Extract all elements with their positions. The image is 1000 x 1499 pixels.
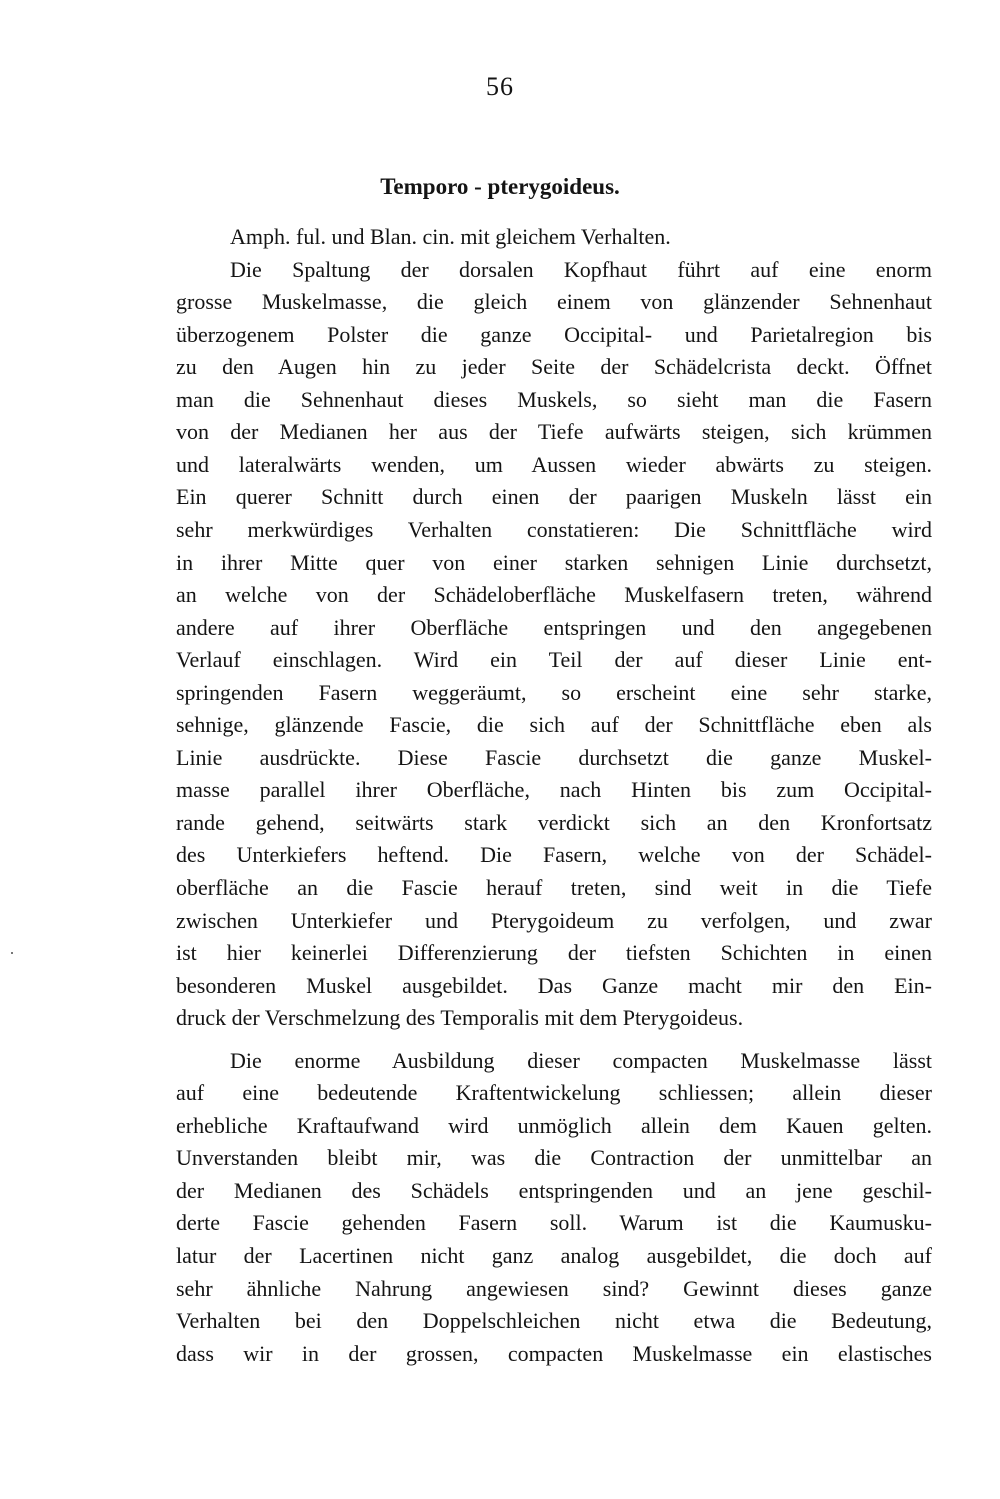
text-line: und lateralwärts wenden, um Aussen wieder abwärts zu steigen.: [176, 452, 932, 477]
text-line: Amph. ful. und Blan. cin. mit gleichem Verhalten.: [230, 224, 671, 249]
text-line: oberfläche an die Fascie herauf treten, sind weit in die Tiefe: [176, 875, 932, 900]
text-line: Verlauf einschlagen. Wird ein Teil der auf dieser Linie ent-: [176, 647, 932, 672]
text-line: dass wir in der grossen, compacten Muskelmasse ein elastisches: [176, 1341, 932, 1366]
text-line: ist hier keinerlei Differenzierung der tiefsten Schichten in einen: [176, 940, 932, 965]
text-line: Die enorme Ausbildung dieser compacten Muskelmasse lässt: [230, 1048, 932, 1073]
text-line: andere auf ihrer Oberfläche entspringen und den angegebenen: [176, 615, 932, 640]
text-line: man die Sehnenhaut dieses Muskels, so sieht man die Fasern: [176, 387, 932, 412]
text-line: sehr ähnliche Nahrung angewiesen sind? Gewinnt dieses ganze: [176, 1276, 932, 1301]
text-line: der Medianen des Schädels entspringenden und an jene geschil-: [176, 1178, 932, 1203]
text-line: erhebliche Kraftaufwand wird unmöglich allein dem Kauen gelten.: [176, 1113, 932, 1138]
text-line: sehnige, glänzende Fascie, die sich auf der Schnittfläche eben als: [176, 712, 932, 737]
text-line: zwischen Unterkiefer und Pterygoideum zu verfolgen, und zwar: [176, 908, 932, 933]
section-heading: Temporo - pterygoideus.: [380, 174, 620, 199]
text-line: grosse Muskelmasse, die gleich einem von glänzender Sehnenhaut: [176, 289, 932, 314]
text-line: zu den Augen hin zu jeder Seite der Schädelcrista deckt. Öffnet: [176, 354, 932, 379]
text-line: an welche von der Schädeloberfläche Muskelfasern treten, während: [176, 582, 932, 607]
text-line: von der Medianen her aus der Tiefe aufwärts steigen, sich krümmen: [176, 419, 932, 444]
text-line: Die Spaltung der dorsalen Kopfhaut führt auf eine enorm: [230, 257, 932, 282]
text-line: latur der Lacertinen nicht ganz analog ausgebildet, die doch auf: [176, 1243, 932, 1268]
text-line: Linie ausdrückte. Diese Fascie durchsetzt die ganze Muskel-: [176, 745, 932, 770]
text-line: Ein querer Schnitt durch einen der paarigen Muskeln lässt ein: [176, 484, 932, 509]
text-line: in ihrer Mitte quer von einer starken sehnigen Linie durchsetzt,: [176, 550, 932, 575]
text-line: überzogenem Polster die ganze Occipital- und Parietalregion bis: [176, 322, 932, 347]
text-line: besonderen Muskel ausgebildet. Das Ganze macht mir den Ein-: [176, 973, 932, 998]
page-number: 56: [486, 72, 514, 101]
margin-speck: [11, 952, 13, 954]
text-line: druck der Verschmelzung des Temporalis mit dem Pterygoideus.: [176, 1005, 744, 1030]
text-line: derte Fascie gehenden Fasern soll. Warum ist die Kaumusku-: [176, 1210, 932, 1235]
text-line: rande gehend, seitwärts stark verdickt sich an den Kronfortsatz: [176, 810, 932, 835]
text-line: Unverstanden bleibt mir, was die Contraction der unmittelbar an: [176, 1145, 932, 1170]
text-line: auf eine bedeutende Kraftentwickelung schliessen; allein dieser: [176, 1080, 932, 1105]
text-line: des Unterkiefers heftend. Die Fasern, welche von der Schädel-: [176, 842, 932, 867]
text-line: masse parallel ihrer Oberfläche, nach Hinten bis zum Occipital-: [176, 777, 932, 802]
text-line: springenden Fasern weggeräumt, so erscheint eine sehr starke,: [176, 680, 932, 705]
text-line: Verhalten bei den Doppelschleichen nicht etwa die Bedeutung,: [176, 1308, 932, 1333]
text-line: sehr merkwürdiges Verhalten constatieren: Die Schnittfläche wird: [176, 517, 932, 542]
